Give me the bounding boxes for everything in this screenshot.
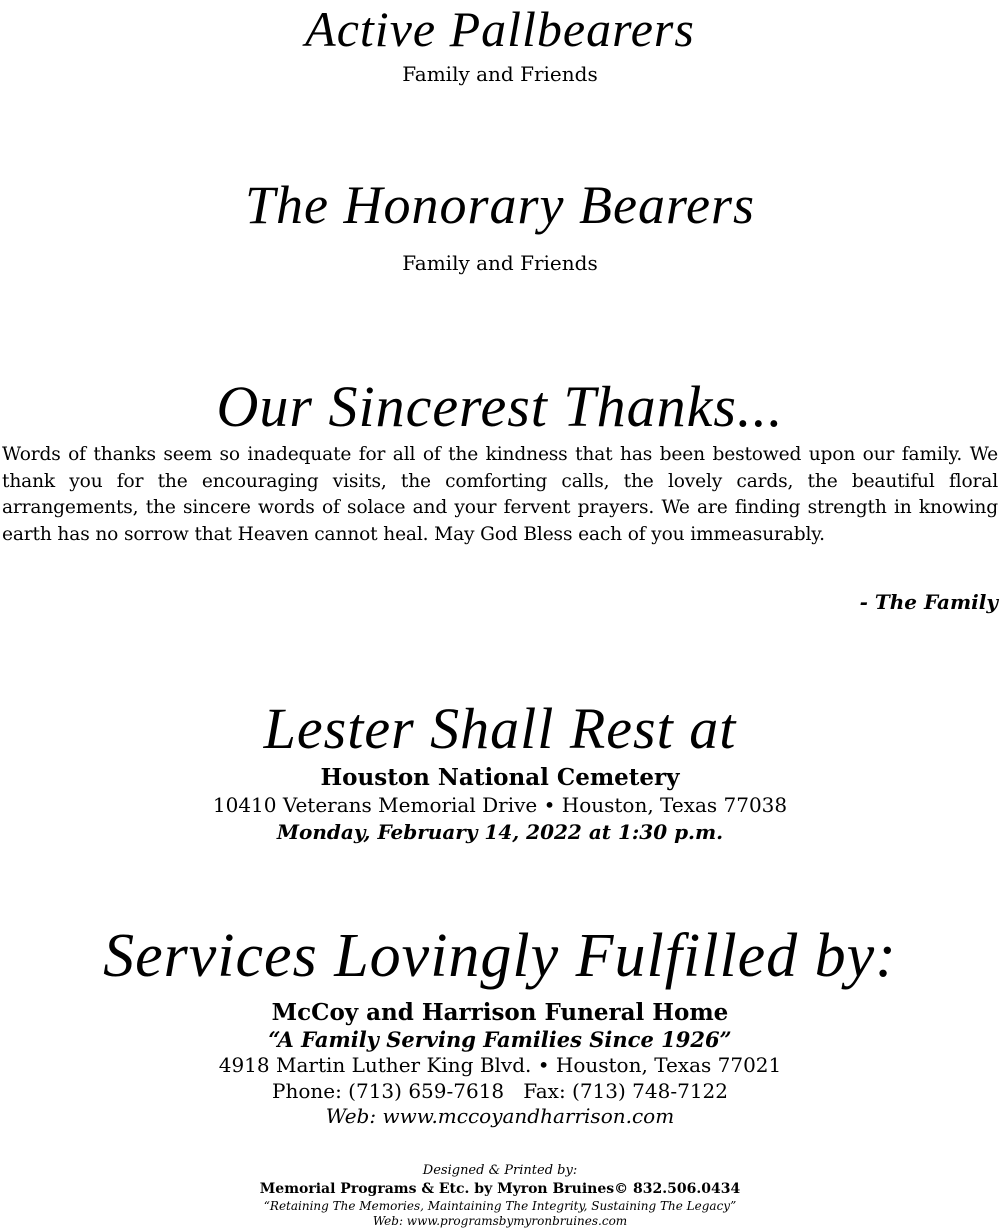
cemetery-address: 10410 Veterans Memorial Drive • Houston, Texas 77038 xyxy=(212,793,788,817)
active-pallbearers-text: Family and Friends xyxy=(402,62,598,86)
credits-motto: “Retaining The Memories, Maintaining The Integrity, Sustaining The Legacy” xyxy=(263,1199,737,1213)
services-heading: Services Lovingly Fulfilled by: xyxy=(103,922,897,990)
thanks-signoff: - The Family xyxy=(859,590,998,614)
credits-web: Web: www.programsbymyronbruines.com xyxy=(372,1214,628,1228)
credits-designed-by: Designed & Printed by: xyxy=(422,1163,578,1178)
credits-printer: Memorial Programs & Etc. by Myron Bruines© 832.506.0434 xyxy=(259,1181,741,1197)
interment-datetime: Monday, February 14, 2022 at 1:30 p.m. xyxy=(276,820,724,844)
funeral-home-slogan: “A Family Serving Families Since 1926” xyxy=(268,1027,732,1052)
active-pallbearers-heading: Active Pallbearers xyxy=(305,1,695,57)
thanks-paragraph: Words of thanks seem so inadequate for all of the kindness that has been bestowed upon our family. We thank you for the encouraging visits, the comforting calls, the lovely cards, the beautiful floral arrangements, the sincere words of solace and your fervent prayers. We are finding strength in knowing earth has no sorrow that Heaven cannot heal. May God Bless each of you immeasurably. xyxy=(2,444,998,545)
honorary-bearers-heading: The Honorary Bearers xyxy=(245,175,755,235)
funeral-home-web: Web: www.mccoyandharrison.com xyxy=(325,1104,675,1128)
funeral-home-address: 4918 Martin Luther King Blvd. • Houston, Texas 77021 xyxy=(218,1053,782,1077)
interment-heading: Lester Shall Rest at xyxy=(263,696,737,761)
funeral-home-phones: Phone: (713) 659-7618 Fax: (713) 748-7122 xyxy=(271,1079,728,1103)
funeral-home-name: McCoy and Harrison Funeral Home xyxy=(271,999,729,1026)
cemetery-name: Houston National Cemetery xyxy=(320,764,680,791)
thanks-heading: Our Sincerest Thanks... xyxy=(216,374,784,439)
honorary-bearers-text: Family and Friends xyxy=(402,251,598,275)
